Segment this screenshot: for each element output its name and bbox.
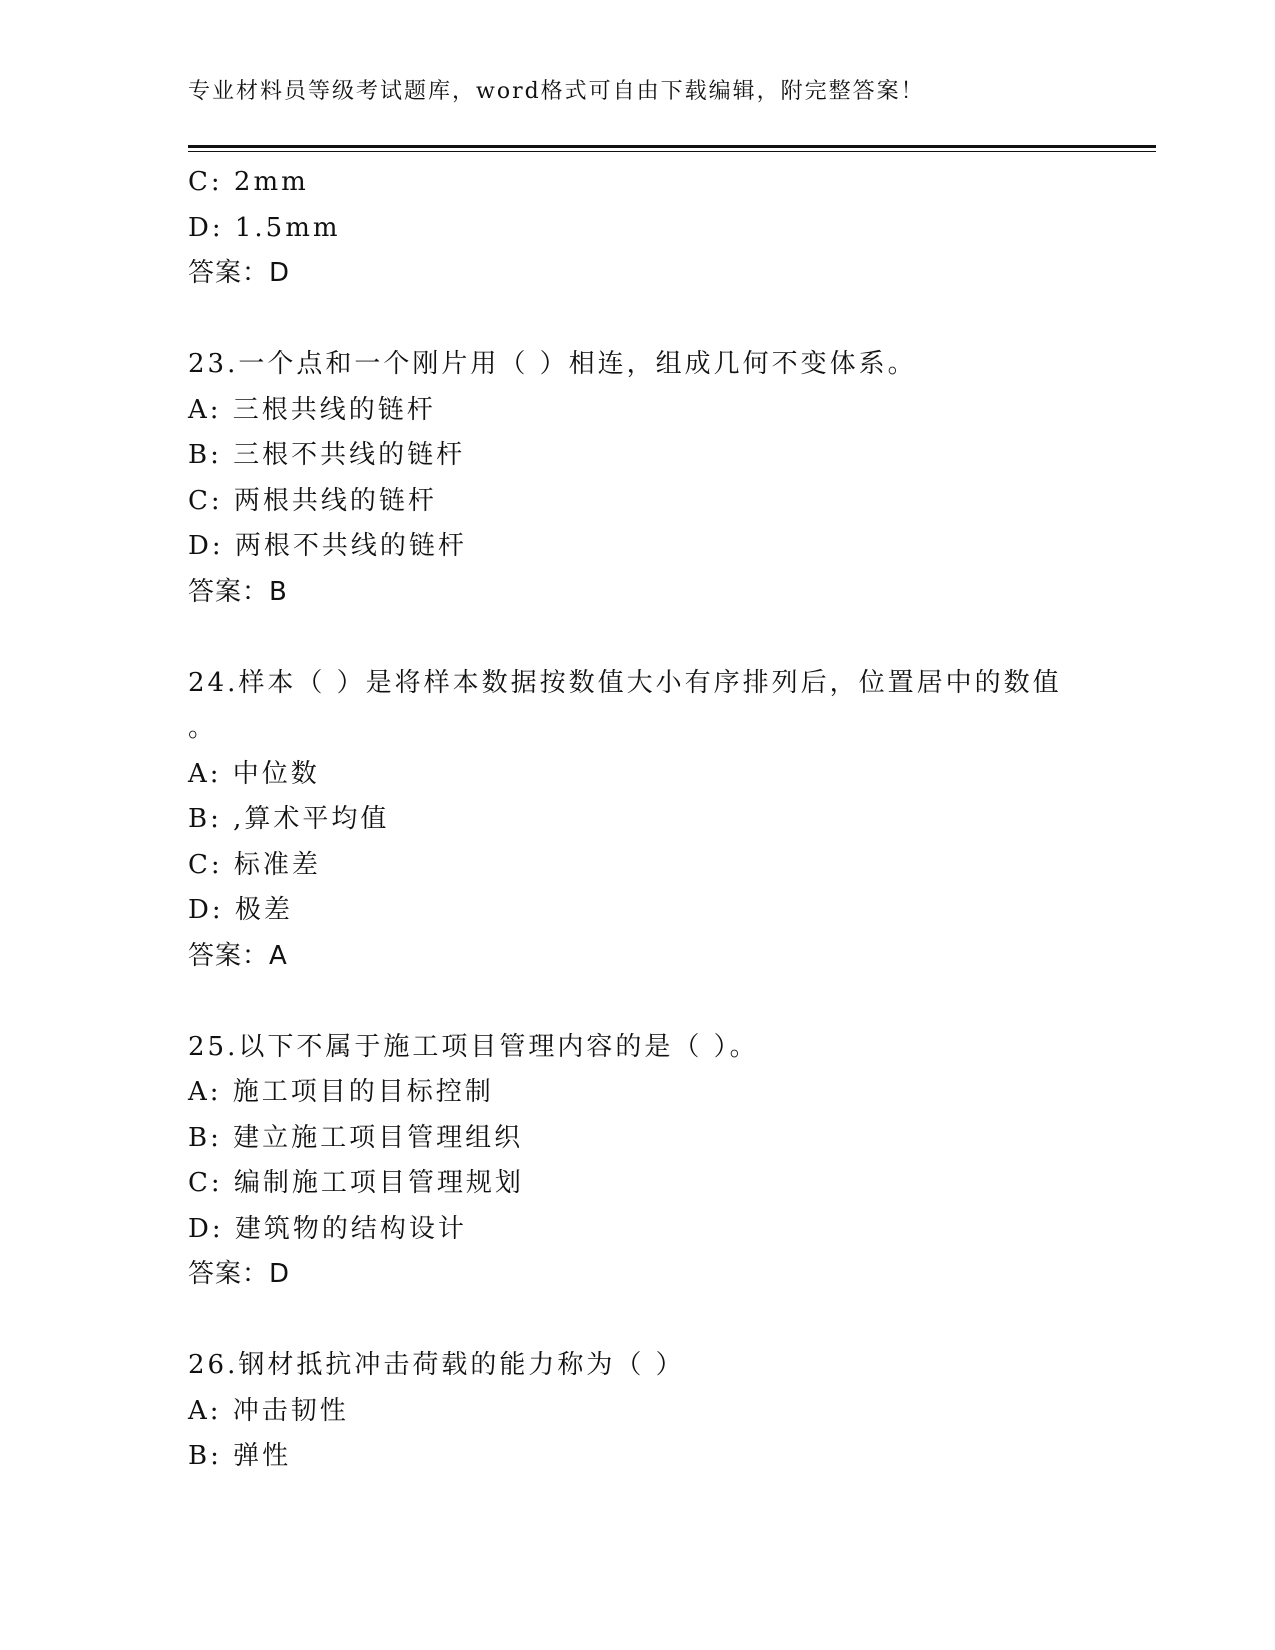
question-23 (188, 342, 1088, 615)
option-d: D: 极差 (188, 895, 293, 925)
option-c: C: 两根共线的链杆 (188, 485, 437, 516)
question-26 (188, 1343, 1088, 1480)
option-b: B: 三根不共线的链杆 (188, 440, 466, 470)
option-d: D: 两根不共线的链杆 (188, 531, 467, 561)
question-list (188, 160, 1088, 1480)
question-stem: 24.样本（ ）是将样本数据按数值大小有序排列后，位置居中的数值 (188, 667, 1062, 698)
header-rule-thick (188, 145, 1156, 148)
option-b: B: ,算术平均值 (188, 804, 390, 834)
spacer (188, 1298, 1088, 1344)
answer-line: 答案：D (188, 258, 291, 288)
question-22-tail (188, 160, 1088, 297)
option-a: A: 三根共线的链杆 (188, 394, 436, 425)
header-rule-thin (188, 151, 1156, 152)
spacer (188, 297, 1088, 343)
question-25 (188, 1025, 1088, 1298)
option-c: C: 2mm (188, 167, 309, 197)
option-d: D: 1.5mm (188, 212, 341, 243)
answer-line: 答案：A (188, 940, 288, 971)
question-stem: 23.一个点和一个刚片用（ ）相连，组成几何不变体系。 (188, 349, 917, 379)
question-stem-continuation: 。 (188, 713, 215, 743)
option-b: B: 弹性 (188, 1441, 292, 1471)
answer-line: 答案：B (188, 576, 288, 607)
question-stem: 26.钢材抵抗冲击荷载的能力称为（ ） (188, 1350, 685, 1380)
option-c: C: 标准差 (188, 849, 321, 880)
spacer (188, 979, 1088, 1025)
option-c: C: 编制施工项目管理规划 (188, 1168, 524, 1198)
option-a: A: 施工项目的目标控制 (188, 1077, 494, 1107)
question-24 (188, 661, 1088, 980)
page-header: 专业材料员等级考试题库，word格式可自由下载编辑，附完整答案！ (188, 79, 925, 104)
option-a: A: 冲击韧性 (188, 1395, 349, 1426)
option-d: D: 建筑物的结构设计 (188, 1213, 467, 1244)
question-stem: 25.以下不属于施工项目管理内容的是（ ）。 (188, 1031, 759, 1062)
answer-line: 答案：D (188, 1259, 291, 1289)
option-a: A: 中位数 (188, 758, 320, 789)
option-b: B: 建立施工项目管理组织 (188, 1122, 524, 1153)
spacer (188, 615, 1088, 661)
